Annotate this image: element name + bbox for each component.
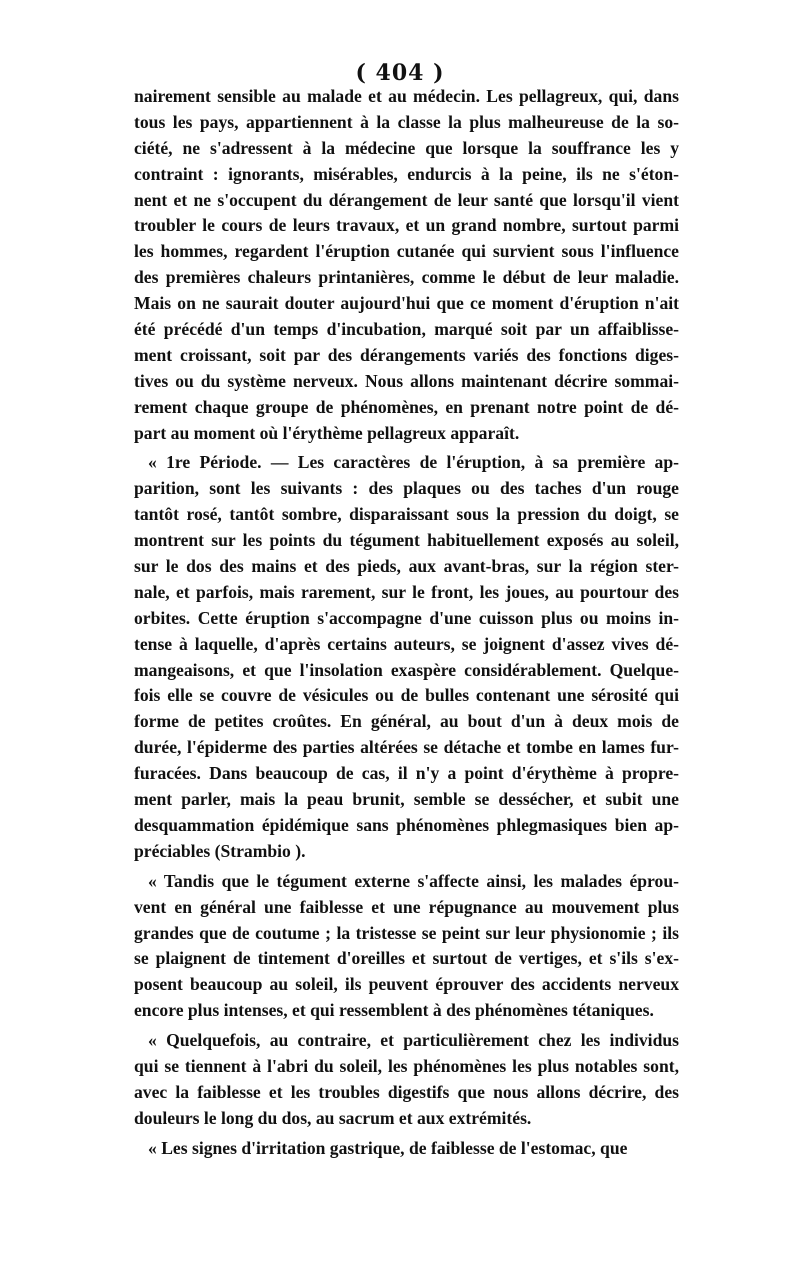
text-line: contraint : ignorants, misérables, endurcis à la peine, ils ne s'éton- (134, 163, 679, 184)
text-line: nairement sensible au malade et au médecin. Les pellagreux, qui, dans (134, 86, 679, 106)
text-line: grandes que de coutume ; la tristesse se peint sur leur physionomie ; ils (134, 922, 679, 943)
paragraph (134, 1028, 679, 1132)
paragraph (134, 1136, 679, 1162)
text-line: les hommes, regardent l'éruption cutanée qui survient sous l'influence (134, 241, 679, 262)
text-line: tense à laquelle, d'après certains auteurs, se joignent d'assez vives dé- (134, 633, 679, 654)
text-line: part au moment où l'érythème pellagreux apparaît. (134, 422, 520, 443)
paragraph (134, 869, 679, 1024)
text-line: nent et ne s'occupent du dérangement de leur santé que lorsqu'il vient (134, 189, 679, 210)
text-line: posent beaucoup au soleil, ils peuvent éprouver des accidents nerveux (134, 974, 679, 995)
text-line: orbites. Cette éruption s'accompagne d'une cuisson plus ou moins in- (134, 607, 679, 628)
paragraph (134, 84, 679, 446)
text-line: ment parler, mais la peau brunit, semble se dessécher, et subit une (134, 789, 679, 810)
text-line: se plaignent de tintement d'oreilles et surtout de vertiges, et s'ils s'ex- (134, 948, 679, 969)
text-line: rement chaque groupe de phénomènes, en prenant notre point de dé- (134, 396, 679, 417)
text-line: parition, sont les suivants : des plaques ou des taches d'un rouge (134, 478, 679, 499)
text-line: qui se tiennent à l'abri du soleil, les phénomènes les plus notables sont, (134, 1055, 679, 1076)
text-line: tives ou du système nerveux. Nous allons maintenant décrire sommai- (134, 370, 679, 391)
text-line: avec la faiblesse et les troubles digestifs que nous allons décrire, des (134, 1081, 679, 1102)
text-line: ciété, ne s'adressent à la médecine que lorsque la souffrance les y (134, 137, 679, 158)
text-line: troubler le cours de leurs travaux, et un grand nombre, surtout parmi (134, 215, 679, 236)
text-line: « Tandis que le tégument externe s'affecte ainsi, les malades éprou- (148, 870, 679, 891)
text-line: « Les signes d'irritation gastrique, de faiblesse de l'estomac, que (148, 1137, 628, 1158)
text-line: fois elle se couvre de vésicules ou de bulles contenant une sérosité qui (134, 685, 679, 706)
paragraph (134, 450, 679, 864)
text-line: vent en général une faiblesse et une répugnance au mouvement plus (134, 896, 679, 917)
text-line: ment croissant, soit par des dérangements variés des fonctions diges- (134, 344, 679, 365)
text-line: durée, l'épiderme des parties altérées se détache et tombe en lames fur- (134, 737, 679, 758)
text-line: des premières chaleurs printanières, comme le début de leur maladie. (134, 267, 679, 288)
text-line: sur le dos des mains et des pieds, aux avant-bras, sur la région ster- (134, 556, 679, 577)
text-line: forme de petites croûtes. En général, au bout d'un à deux mois de (134, 711, 679, 732)
text-line: desquammation épidémique sans phénomènes phlegmasiques bien ap- (134, 814, 679, 835)
text-line: encore plus intenses, et qui ressemblent à des phénomènes tétaniques. (134, 1000, 654, 1021)
page-number-header: ( 404 ) (355, 60, 445, 86)
text-line: nale, et parfois, mais rarement, sur le front, les joues, au pourtour des (134, 581, 679, 602)
text-line: furacées. Dans beaucoup de cas, il n'y a point d'érythème à propre- (134, 763, 679, 784)
text-line: « 1re Période. — Les caractères de l'éruption, à sa première ap- (148, 452, 679, 473)
text-line: douleurs le long du dos, au sacrum et aux extrémités. (134, 1107, 532, 1128)
text-line: Mais on ne saurait douter aujourd'hui que ce moment d'éruption n'ait (134, 293, 679, 314)
text-line: été précédé d'un temps d'incubation, marqué soit par un affaiblisse- (134, 319, 679, 340)
text-line: montrent sur les points du tégument habituellement exposés au soleil, (134, 530, 679, 551)
body-text (134, 84, 679, 1166)
text-line: préciables (Strambio ). (134, 840, 306, 861)
text-line: tous les pays, appartiennent à la classe la plus malheureuse de la so- (134, 111, 679, 132)
text-line: tantôt rosé, tantôt sombre, disparaissant sous la pression du doigt, se (134, 504, 679, 525)
text-line: « Quelquefois, au contraire, et particulièrement chez les individus (148, 1030, 679, 1051)
text-line: mangeaisons, et que l'insolation exaspère considérablement. Quelque- (134, 659, 679, 680)
